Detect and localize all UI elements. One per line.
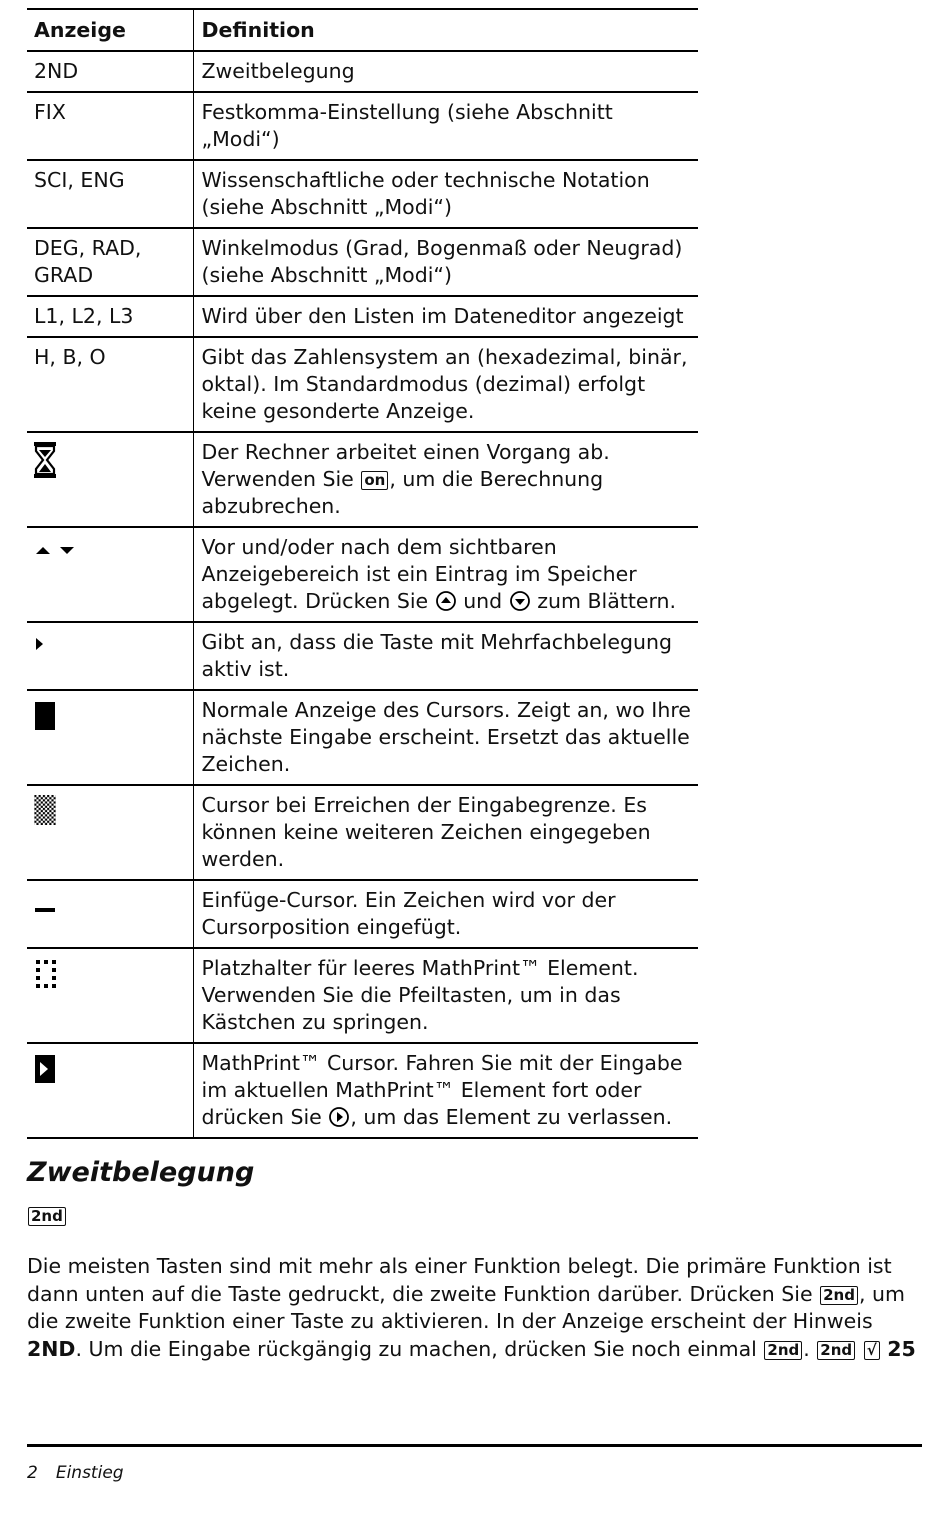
indicator-cell: 2ND bbox=[27, 51, 193, 92]
definition-cell: Cursor bei Erreichen der Eingabegrenze. Es können keine weiteren Zeichen eingegeben werden. bbox=[193, 785, 698, 880]
definition-cell: Zweitbelegung bbox=[193, 51, 698, 92]
definition-text: , um die Berechnung abzubrechen. bbox=[201, 467, 604, 518]
section-title: Zweitbelegung bbox=[27, 1157, 255, 1188]
scroll-arrows-icon bbox=[34, 543, 78, 557]
2nd-key-icon: 2nd bbox=[820, 1286, 858, 1305]
sqrt-key-icon: √ bbox=[864, 1341, 880, 1360]
paragraph-text: . Um die Eingabe rückgängig zu machen, drücken Sie noch einmal bbox=[75, 1336, 764, 1361]
table-row bbox=[27, 880, 698, 948]
indicator-cell: DEG, RAD, GRAD bbox=[27, 228, 193, 296]
column-header-definition: Definition bbox=[193, 9, 698, 51]
definition-text: Der Rechner arbeitet einen Vorgang ab. Verwenden Sie bbox=[201, 440, 610, 491]
column-header-indicator: Anzeige bbox=[27, 9, 193, 51]
insert-cursor-icon bbox=[34, 890, 56, 920]
definition-cell bbox=[193, 432, 698, 527]
key-illustration bbox=[27, 1207, 922, 1231]
definition-cell: Festkomma-Einstellung (siehe Abschnitt „Modi“) bbox=[193, 92, 698, 160]
indicator-cell bbox=[27, 622, 193, 690]
definition-cell: Normale Anzeige des Cursors. Zeigt an, wo Ihre nächste Eingabe erscheint. Ersetzt das aktuelle Zeichen. bbox=[193, 690, 698, 785]
footer bbox=[27, 1463, 124, 1483]
paragraph-text: . bbox=[803, 1336, 817, 1361]
definition-cell: Platzhalter für leeres MathPrint™ Element. Verwenden Sie die Pfeiltasten, um in das Kästchen zu springen. bbox=[193, 948, 698, 1043]
definition-cell: Einfüge-Cursor. Ein Zeichen wird vor der Cursorposition eingefügt. bbox=[193, 880, 698, 948]
table-header-row bbox=[27, 9, 698, 51]
mathprint-cursor-icon bbox=[34, 1053, 56, 1085]
indicator-cell: H, B, O bbox=[27, 337, 193, 432]
indicator-cell: FIX bbox=[27, 92, 193, 160]
page-number: 2 bbox=[27, 1463, 38, 1483]
body-paragraph bbox=[27, 1253, 922, 1363]
definition-cell: Gibt an, dass die Taste mit Mehrfachbelegung aktiv ist. bbox=[193, 622, 698, 690]
indicator-cell bbox=[27, 432, 193, 527]
trailing-number: 25 bbox=[887, 1336, 916, 1361]
table-row bbox=[27, 948, 698, 1043]
2nd-key-icon: 2nd bbox=[817, 1341, 855, 1360]
indicator-cell bbox=[27, 785, 193, 880]
indicator-cell: L1, L2, L3 bbox=[27, 296, 193, 337]
table-row bbox=[27, 337, 698, 432]
definition-text: und bbox=[456, 589, 509, 613]
table-row bbox=[27, 51, 698, 92]
indicator-cell bbox=[27, 527, 193, 622]
table-row bbox=[27, 785, 698, 880]
table-row bbox=[27, 527, 698, 622]
definition-text: Vor und/oder nach dem sichtbaren Anzeigebereich ist ein Eintrag im Speicher abgelegt. Drücken Sie bbox=[201, 535, 637, 613]
hourglass-icon bbox=[34, 442, 56, 478]
table-row bbox=[27, 622, 698, 690]
indicator-cell bbox=[27, 690, 193, 785]
table-row bbox=[27, 432, 698, 527]
right-triangle-icon bbox=[34, 636, 46, 652]
definition-cell: Wird über den Listen im Dateneditor angezeigt bbox=[193, 296, 698, 337]
up-arrow-key-icon bbox=[435, 590, 457, 612]
right-arrow-key-icon bbox=[328, 1106, 350, 1128]
chapter-name: Einstieg bbox=[55, 1463, 124, 1483]
2nd-key-icon: 2nd bbox=[764, 1341, 802, 1360]
definition-text: MathPrint™ Cursor. Fahren Sie mit der Eingabe im aktuellen MathPrint™ Element fort oder drücken Sie bbox=[201, 1051, 683, 1129]
indicator-cell bbox=[27, 1043, 193, 1138]
definition-cell bbox=[193, 1043, 698, 1138]
table-row bbox=[27, 160, 698, 228]
definition-cell: Wissenschaftliche oder technische Notation (siehe Abschnitt „Modi“) bbox=[193, 160, 698, 228]
definition-cell: Winkelmodus (Grad, Bogenmaß oder Neugrad) (siehe Abschnitt „Modi“) bbox=[193, 228, 698, 296]
paragraph-text: Die meisten Tasten sind mit mehr als einer Funktion belegt. Die primäre Funktion ist dann unten auf die Taste gedruckt, die zweite Funktion darüber. Drücken Sie bbox=[27, 1254, 892, 1306]
footer-divider bbox=[27, 1444, 922, 1447]
definition-cell bbox=[193, 527, 698, 622]
indicator-cell: SCI, ENG bbox=[27, 160, 193, 228]
page bbox=[27, 8, 922, 1363]
checkered-cursor-icon bbox=[34, 795, 56, 825]
indicator-2nd-bold: 2ND bbox=[27, 1336, 76, 1361]
definition-text: zum Blättern. bbox=[530, 589, 677, 613]
table-row bbox=[27, 92, 698, 160]
solid-cursor-icon bbox=[34, 700, 56, 732]
down-arrow-key-icon bbox=[509, 590, 531, 612]
2nd-key-icon: 2nd bbox=[28, 1207, 66, 1226]
table-row bbox=[27, 690, 698, 785]
table-row bbox=[27, 1043, 698, 1138]
indicator-cell bbox=[27, 880, 193, 948]
paragraph-text: , um die zweite Funktion einer Taste zu aktivieren. In der Anzeige erscheint der Hinweis bbox=[27, 1281, 905, 1333]
on-key-icon: on bbox=[361, 471, 388, 490]
table-row bbox=[27, 296, 698, 337]
definition-text: , um das Element zu verlassen. bbox=[350, 1105, 673, 1129]
dotted-placeholder-icon bbox=[34, 958, 58, 990]
definition-cell: Gibt das Zahlensystem an (hexadezimal, binär, oktal). Im Standardmodus (dezimal) erfolgt keine gesonderte Anzeige. bbox=[193, 337, 698, 432]
indicator-cell bbox=[27, 948, 193, 1043]
indicator-table bbox=[27, 8, 698, 1139]
table-row bbox=[27, 228, 698, 296]
